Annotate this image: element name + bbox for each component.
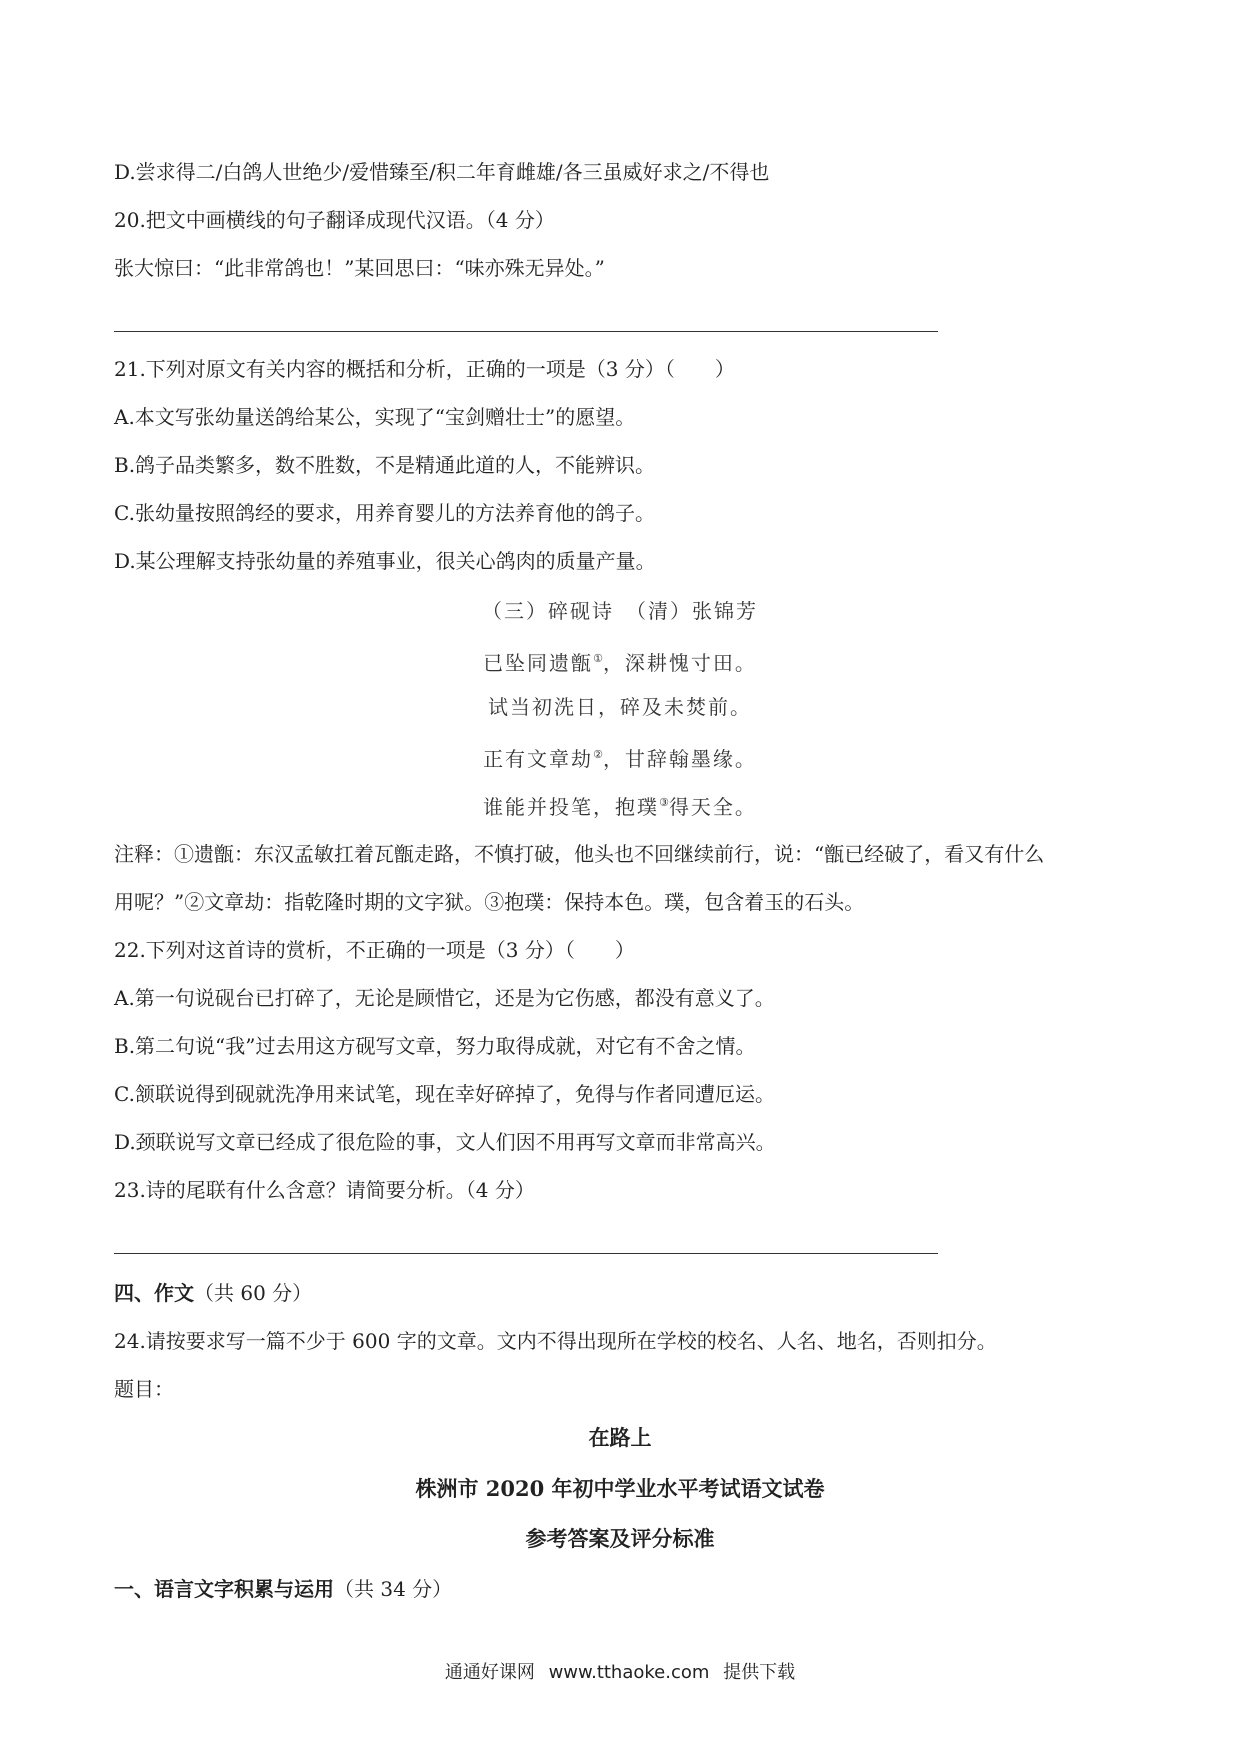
q22-option-b: B.第二句说“我”过去用这方砚写文章，努力取得成就，对它有不舍之情。: [114, 1034, 756, 1058]
q21-option-a: A.本文写张幼量送鸽给某公，实现了“宝剑赠壮士”的愿望。: [114, 405, 636, 429]
essay-topic: 在路上: [588, 1425, 652, 1450]
q21-prompt: 21.下列对原文有关内容的概括和分析，正确的一项是（3 分）（ ）: [114, 357, 735, 381]
q22-option-a: A.第一句说砚台已打碎了，无论是顾惜它，还是为它伤感，都没有意义了。: [114, 986, 775, 1010]
q22-option-d: D.颈联说写文章已经成了很危险的事，文人们因不用再写文章而非常高兴。: [114, 1130, 776, 1154]
footnote-mark-3: ③: [659, 796, 669, 809]
q24-prompt: 24.请按要求写一篇不少于 600 字的文章。文内不得出现所在学校的校名、人名、地名，否则扣分。: [114, 1329, 997, 1353]
q22-option-c: C.颔联说得到砚就洗净用来试笔，现在幸好碎掉了，免得与作者同遭厄运。: [114, 1082, 775, 1106]
q21-option-b: B.鸽子品类繁多，数不胜数，不是精通此道的人，不能辨识。: [114, 453, 656, 477]
footer-url[interactable]: www.tthaoke.com: [548, 1662, 710, 1683]
poem-line-4: 谁能并投笔，抱璞③得天全。: [483, 795, 757, 819]
answer-key-title: 株洲市 2020 年初中学业水平考试语文试卷: [415, 1476, 825, 1501]
poem-line-1: 已坠同遗甑①，深耕愧寸田。: [483, 651, 757, 675]
footnote-mark-1: ①: [593, 652, 603, 665]
section-4-heading: 四、作文（共 60 分）: [114, 1281, 313, 1305]
q20-prompt: 20.把文中画横线的句子翻译成现代汉语。（4 分）: [114, 208, 555, 232]
q23-answer-line: [114, 1253, 938, 1254]
q21-option-c: C.张幼量按照鸽经的要求，用养育婴儿的方法养育他的鸽子。: [114, 501, 655, 525]
q21-option-d: D.某公理解支持张幼量的养殖事业，很关心鸽肉的质量产量。: [114, 549, 656, 573]
footer-note: 提供下载: [723, 1662, 796, 1683]
q20-sentence: 张大惊曰：“此非常鸽也！”某回思曰：“味亦殊无异处。”: [114, 256, 605, 280]
poem-line-3: 正有文章劫②，甘辞翰墨缘。: [483, 747, 757, 771]
answer-key-subtitle: 参考答案及评分标准: [525, 1526, 715, 1551]
q20-answer-line: [114, 331, 938, 332]
answer-section-1-heading: 一、语言文字积累与运用（共 34 分）: [114, 1577, 453, 1601]
q19-option-d: D.尝求得二/白鸽人世绝少/爱惜臻至/积二年育雌雄/各三虽威好求之/不得也: [114, 160, 770, 184]
q23-prompt: 23.诗的尾联有什么含意？请简要分析。（4 分）: [114, 1178, 535, 1202]
poem-notes-line-1: 注释：①遗甑：东汉孟敏扛着瓦甑走路，不慎打破，他头也不回继续前行，说：“甑已经破了，看又有什么: [114, 842, 1045, 866]
poem-heading: （三）碎砚诗 （清）张锦芳: [482, 599, 758, 623]
q22-prompt: 22.下列对这首诗的赏析，不正确的一项是（3 分）（ ）: [114, 938, 635, 962]
footer-site: 通通好课网: [444, 1662, 535, 1683]
poem-notes-line-2: 用呢？”②文章劫：指乾隆时期的文字狱。③抱璞：保持本色。璞，包含着玉的石头。: [114, 890, 865, 914]
footnote-mark-2: ②: [593, 748, 603, 761]
topic-label: 题目：: [114, 1377, 174, 1401]
page-footer: [0, 1660, 1240, 1686]
poem-line-2: 试当初洗日，碎及未焚前。: [488, 695, 752, 719]
